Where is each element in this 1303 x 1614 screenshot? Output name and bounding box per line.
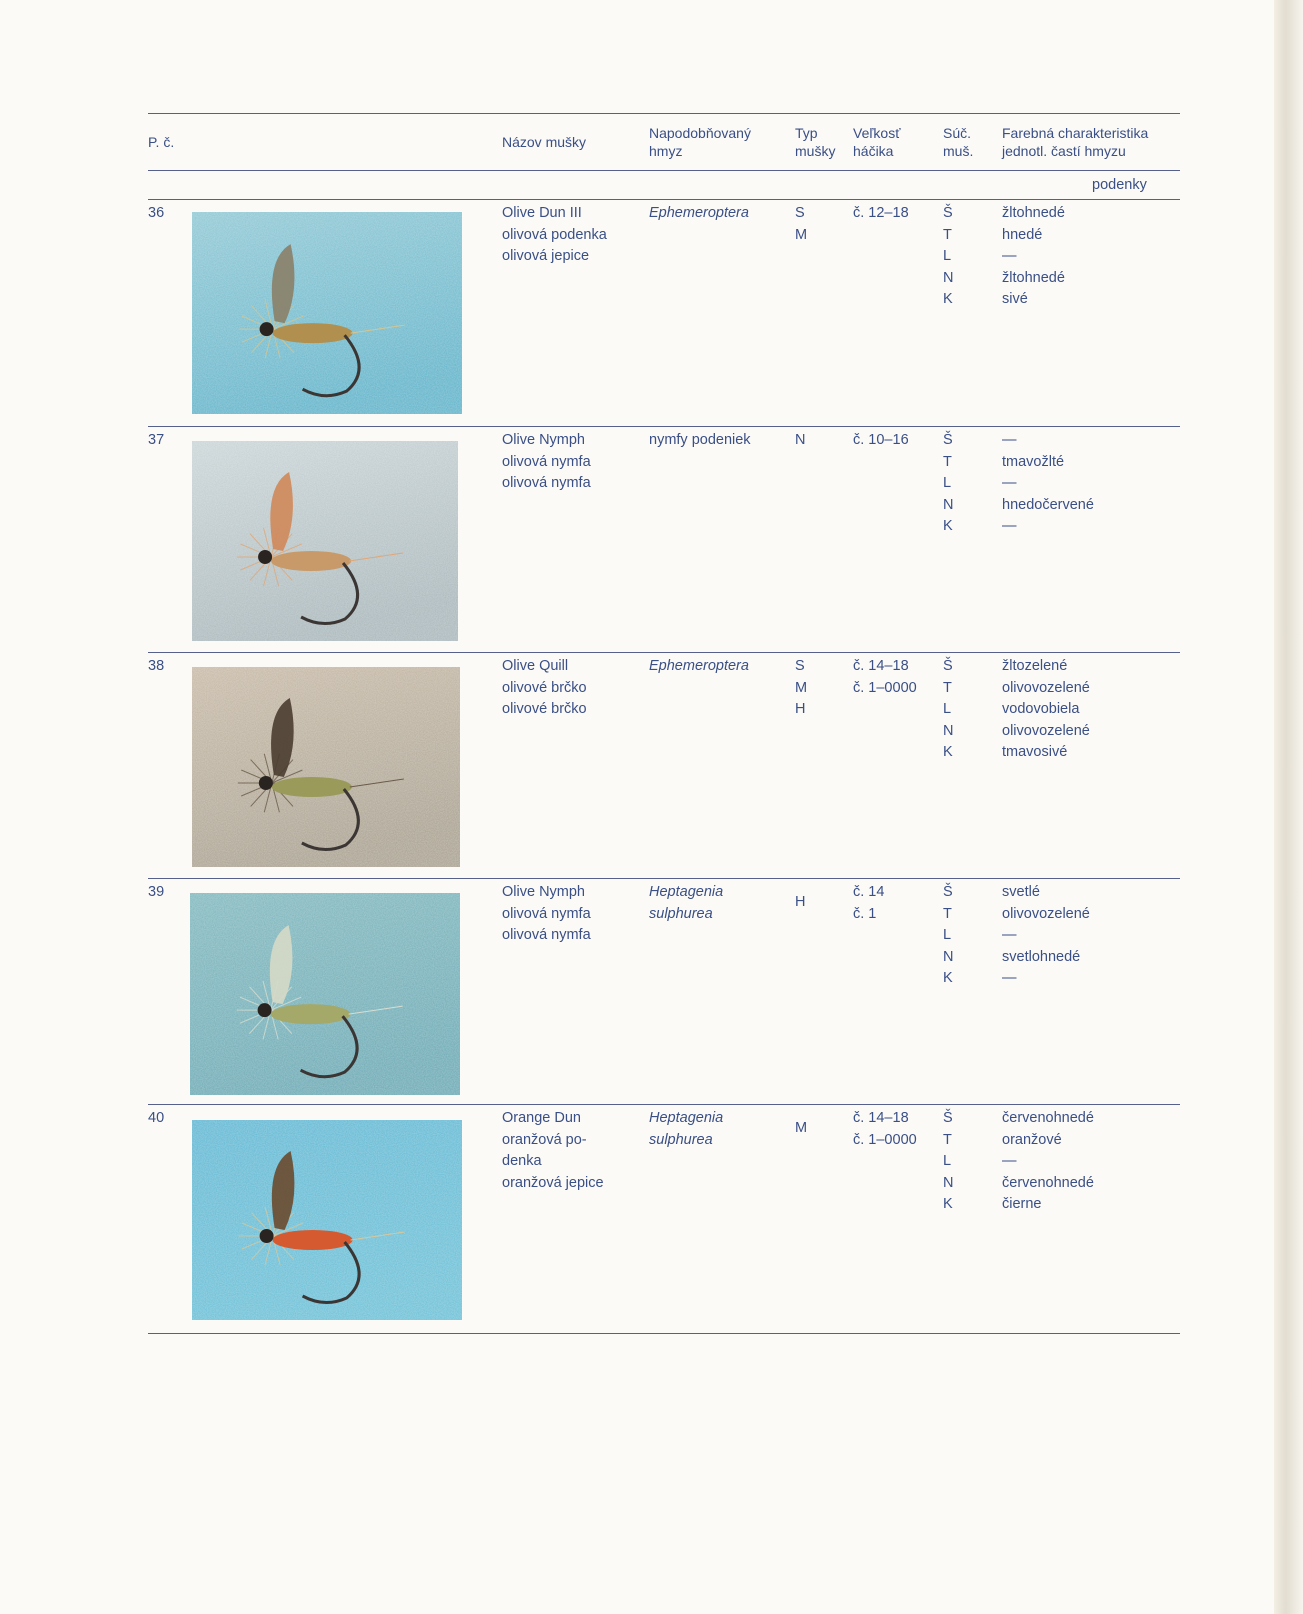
header-color-line2: jednotl. častí hmyzu: [1002, 143, 1126, 159]
colors-line: vodovobiela: [1002, 701, 1080, 717]
type-line: H: [795, 894, 806, 910]
type-line: H: [795, 701, 806, 717]
size-cell: [853, 882, 884, 925]
insect-cell: [649, 430, 751, 452]
names-line: Olive Nymph: [502, 432, 585, 448]
size-line: č. 14–18: [853, 1110, 909, 1126]
size-line: č. 10–16: [853, 432, 909, 448]
colors-line: olivovozelené: [1002, 722, 1090, 739]
parts-line: L: [943, 475, 952, 491]
header-color-line1: Farebná charakteristika: [1002, 125, 1149, 141]
header-size-line1: Veľkosť: [853, 125, 901, 141]
type-line: N: [795, 432, 806, 448]
header-rule: [148, 170, 1180, 171]
parts-line: N: [943, 722, 954, 739]
colors-line: hnedočervené: [1002, 496, 1094, 513]
colors-line: tmavožlté: [1002, 453, 1065, 470]
row-divider: [148, 878, 1180, 879]
type-cell: [795, 892, 805, 914]
parts-line: Š: [943, 884, 953, 900]
type-line: S: [795, 658, 805, 674]
colors-line: svetlohnedé: [1002, 948, 1081, 965]
parts-cell: [943, 882, 963, 990]
names-line: olivové brčko: [502, 701, 587, 717]
fly-photo-image: [192, 1120, 462, 1320]
insect-cell: [649, 203, 749, 225]
size-line: č. 14: [853, 884, 885, 900]
type-line: S: [795, 205, 805, 221]
names-line: Olive Dun III: [502, 205, 582, 221]
header-insect-line1: Napodobňovaný: [649, 125, 751, 141]
colors-line: tmavosivé: [1002, 744, 1068, 760]
colors-line: olivovozelené: [1002, 905, 1090, 922]
insect-line: sulphurea: [649, 905, 713, 922]
fly-photo: [192, 441, 458, 641]
row-number: 40: [148, 1110, 165, 1126]
insect-line: Heptagenia: [649, 884, 724, 900]
header-type-line1: Typ: [795, 125, 818, 141]
names-line: Olive Quill: [502, 658, 569, 674]
type-cell: [795, 203, 807, 246]
type-line: M: [795, 226, 808, 243]
names-cell: [502, 1108, 604, 1194]
header-type: [795, 124, 835, 160]
size-cell: [853, 656, 917, 699]
names-line: olivová nymfa: [502, 927, 591, 943]
size-line: č. 1: [853, 905, 877, 922]
parts-line: N: [943, 948, 954, 965]
photo-texture: [192, 1120, 462, 1320]
fly-photo-image: [190, 893, 460, 1095]
header-color: [1002, 124, 1148, 160]
colors-line: —: [1002, 518, 1017, 534]
row-divider: [148, 426, 1180, 427]
parts-line: K: [943, 291, 953, 307]
parts-line: Š: [943, 658, 953, 674]
photo-texture: [192, 667, 460, 867]
fly-photo-image: [192, 212, 462, 414]
size-cell: [853, 430, 909, 452]
colors-line: žltohnedé: [1002, 205, 1065, 221]
header-parts-line2: muš.: [943, 143, 974, 159]
parts-line: K: [943, 744, 953, 760]
names-line: oranžová po-: [502, 1131, 587, 1148]
size-line: č. 1–0000: [853, 679, 917, 696]
parts-line: N: [943, 1174, 954, 1191]
header-type-line2: mušky: [795, 143, 836, 159]
fly-photo: [192, 1120, 462, 1320]
parts-cell: [943, 656, 963, 764]
header-insect: [649, 124, 751, 160]
names-cell: [502, 882, 591, 947]
parts-line: K: [943, 970, 953, 986]
colors-cell: [1002, 1108, 1094, 1216]
colors-line: —: [1002, 432, 1017, 448]
insect-cell: [649, 1108, 723, 1151]
names-cell: [502, 430, 591, 495]
fly-photo: [192, 667, 460, 867]
colors-line: —: [1002, 475, 1017, 491]
colors-line: sivé: [1002, 291, 1028, 307]
header-size: [853, 124, 900, 160]
row-number: 37: [148, 432, 165, 448]
names-line: oranžová jepice: [502, 1174, 604, 1191]
parts-line: Š: [943, 432, 953, 448]
colors-line: —: [1002, 927, 1017, 943]
parts-cell: [943, 1108, 963, 1216]
names-line: denka: [502, 1153, 542, 1169]
colors-line: žltohnedé: [1002, 269, 1065, 286]
row-number: 38: [148, 658, 165, 674]
type-line: M: [795, 1120, 808, 1136]
parts-line: T: [943, 679, 952, 696]
parts-line: L: [943, 701, 952, 717]
parts-line: T: [943, 453, 952, 470]
parts-line: T: [943, 1131, 952, 1148]
names-line: Olive Nymph: [502, 884, 585, 900]
size-line: č. 1–0000: [853, 1131, 917, 1148]
colors-cell: [1002, 430, 1094, 538]
colors-line: —: [1002, 970, 1017, 986]
insect-cell: [649, 882, 723, 925]
parts-line: K: [943, 518, 953, 534]
colors-line: olivovozelené: [1002, 679, 1090, 696]
parts-line: L: [943, 1153, 952, 1169]
names-line: Orange Dun: [502, 1110, 581, 1126]
row-divider: [148, 1104, 1180, 1105]
parts-line: N: [943, 496, 954, 513]
parts-line: L: [943, 927, 952, 943]
colors-cell: [1002, 203, 1065, 311]
type-cell: [795, 1118, 807, 1140]
header-insect-line2: hmyz: [649, 143, 683, 159]
parts-line: Š: [943, 205, 953, 221]
fly-photo-image: [192, 441, 458, 641]
header-parts-line1: Súč.: [943, 125, 972, 141]
colors-line: —: [1002, 1153, 1017, 1169]
parts-line: T: [943, 905, 952, 922]
bottom-rule: [148, 1333, 1180, 1334]
colors-line: oranžové: [1002, 1131, 1062, 1148]
row-number: 39: [148, 884, 165, 900]
insect-line: Ephemeroptera: [649, 658, 749, 674]
insect-line: nymfy podeniek: [649, 432, 751, 448]
type-cell: [795, 656, 807, 721]
parts-cell: [943, 203, 963, 311]
photo-texture: [192, 212, 462, 414]
names-cell: [502, 656, 587, 721]
page-edge: [1274, 0, 1303, 1614]
size-line: č. 12–18: [853, 205, 909, 221]
parts-cell: [943, 430, 963, 538]
fly-photo: [192, 212, 462, 414]
colors-cell: [1002, 656, 1090, 764]
names-line: olivová podenka: [502, 226, 607, 243]
colors-line: žltozelené: [1002, 658, 1068, 674]
row-divider: [148, 652, 1180, 653]
header-num: P. č.: [148, 134, 175, 150]
size-cell: [853, 203, 909, 225]
header-name: Názov mušky: [502, 134, 587, 150]
insect-line: Heptagenia: [649, 1110, 724, 1126]
photo-texture: [190, 893, 460, 1095]
parts-line: Š: [943, 1110, 953, 1126]
header-size-line2: háčika: [853, 143, 894, 159]
fly-photo-image: [192, 667, 460, 867]
names-line: olivová nymfa: [502, 475, 591, 491]
colors-line: červenohnedé: [1002, 1110, 1094, 1126]
names-line: olivová nymfa: [502, 905, 591, 922]
size-cell: [853, 1108, 917, 1151]
top-rule: [148, 113, 1180, 114]
insect-line: sulphurea: [649, 1131, 713, 1148]
names-line: olivová jepice: [502, 248, 590, 264]
colors-line: —: [1002, 248, 1017, 264]
photo-texture: [192, 441, 458, 641]
insect-cell: [649, 656, 749, 678]
colors-line: čierne: [1002, 1196, 1042, 1212]
header-parts: [943, 124, 973, 160]
section-label: podenky: [1092, 177, 1147, 193]
parts-line: K: [943, 1196, 953, 1212]
colors-line: červenohnedé: [1002, 1174, 1094, 1191]
parts-line: N: [943, 269, 954, 286]
parts-line: L: [943, 248, 952, 264]
type-cell: [795, 430, 805, 452]
row-number: 36: [148, 205, 165, 221]
colors-line: hnedé: [1002, 226, 1043, 243]
names-line: olivová nymfa: [502, 453, 591, 470]
type-line: M: [795, 679, 808, 696]
section-rule: [148, 199, 1180, 200]
fly-photo: [190, 893, 460, 1095]
colors-line: svetlé: [1002, 884, 1040, 900]
insect-line: Ephemeroptera: [649, 205, 749, 221]
size-line: č. 14–18: [853, 658, 909, 674]
names-line: olivové brčko: [502, 679, 587, 696]
names-cell: [502, 203, 607, 268]
colors-cell: [1002, 882, 1090, 990]
parts-line: T: [943, 226, 952, 243]
